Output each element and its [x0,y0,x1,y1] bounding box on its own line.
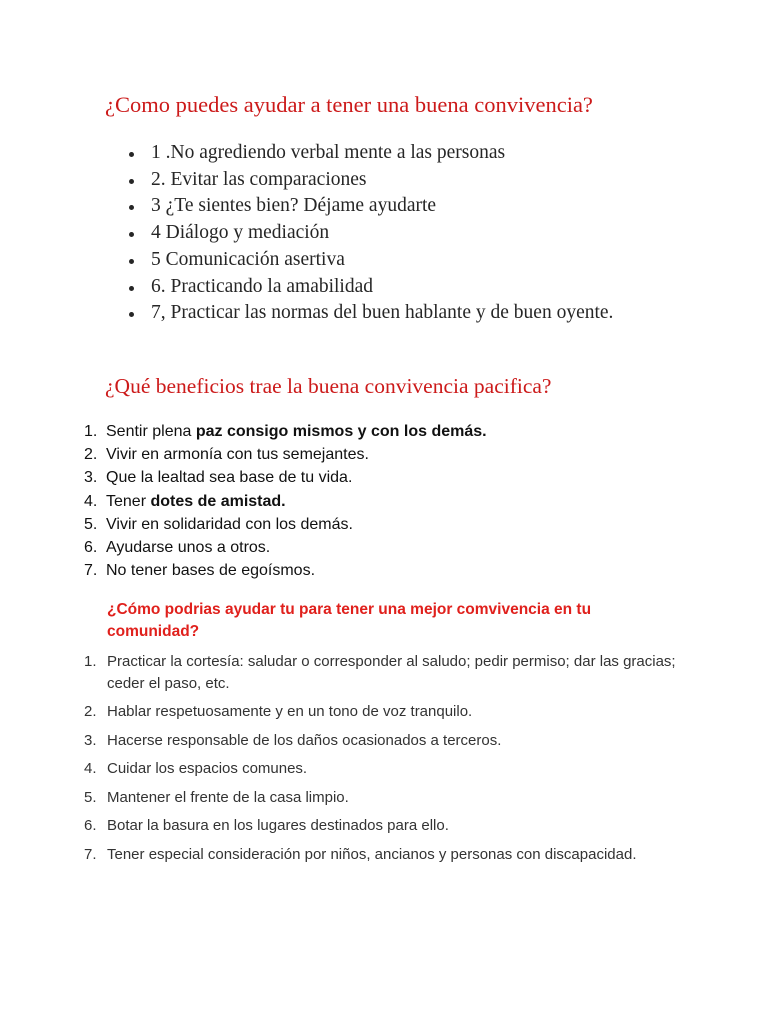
item-text: Mantener el frente de la casa limpio. [107,788,349,806]
list-item [84,758,684,780]
numbered-list-beneficios [84,420,704,582]
item-text: Practicar la cortesía: saludar o corresponder al saludo; pedir permiso; dar las gracias; ceder el paso, etc. [107,653,676,692]
list-number: 2. [84,703,97,720]
list-item [84,701,684,723]
item-text: Tener [106,492,151,510]
bullet-item: 4 Diálogo y mediación [128,220,648,247]
item-text: Hacerse responsable de los daños ocasionados a terceros. [107,731,502,749]
list-number: 3. [84,469,98,487]
numbered-list-comunidad [84,651,684,872]
section-title-convivencia: ¿Como puedes ayudar a tener una buena convivencia? [105,92,593,117]
list-number: 5. [84,788,97,806]
list-item [84,443,704,466]
list-number: 4. [84,760,97,777]
bullet-item: 2. Evitar las comparaciones [128,167,648,194]
list-number: 7. [84,845,97,863]
list-item [84,490,704,513]
list-item [84,513,704,536]
section-title-beneficios: ¿Qué beneficios trae la buena convivencia pacifica? [105,374,552,398]
list-item [84,651,684,694]
item-text: Ayudarse unos a otros. [106,539,271,557]
list-item [84,559,704,582]
item-bold-text: paz consigo mismos y con los demás. [195,423,487,440]
list-number: 6. [84,539,98,557]
item-text: No tener bases de egoísmos. [106,562,316,580]
bullet-item: 7, Practicar las normas del buen hablante y de buen oyente. [128,300,648,327]
list-number: 7. [84,562,98,580]
list-number: 1. [84,423,98,440]
list-item [84,815,684,837]
item-bold-text: dotes de amistad. [150,492,286,510]
bullet-item: 6. Practicando la amabilidad [128,274,648,301]
list-number: 4. [84,492,98,510]
list-number: 1. [84,653,97,670]
item-text: Que la lealtad sea base de tu vida. [106,469,353,487]
list-number: 2. [84,446,98,464]
item-text: Cuidar los espacios comunes. [107,760,308,777]
list-item [84,787,684,809]
item-text: Vivir en solidaridad con los demás. [106,515,353,533]
section-title-comunidad: ¿Cómo podrias ayudar tu para tener una mejor comvivencia en tu comunidad? [107,601,592,640]
list-item [84,536,704,559]
item-text: Sentir plena [106,423,196,440]
list-number: 6. [84,817,97,834]
list-number: 3. [84,731,97,749]
list-number: 5. [84,515,98,533]
bullet-item: 1 .No agrediendo verbal mente a las personas [128,140,648,167]
list-item [84,730,684,752]
bullet-item: 5 Comunicación asertiva [128,247,648,274]
list-item [84,466,704,489]
item-text: Botar la basura en los lugares destinados para ello. [107,817,449,834]
bullet-item: 3 ¿Te sientes bien? Déjame ayudarte [128,193,648,220]
list-item [84,844,684,866]
bullet-list-convivencia [128,140,648,327]
item-text: Tener especial consideración por niños, ancianos y personas con discapacidad. [107,845,637,863]
list-item [84,420,704,443]
item-text: Vivir en armonía con tus semejantes. [106,446,369,464]
item-text: Hablar respetuosamente y en un tono de voz tranquilo. [107,703,473,720]
